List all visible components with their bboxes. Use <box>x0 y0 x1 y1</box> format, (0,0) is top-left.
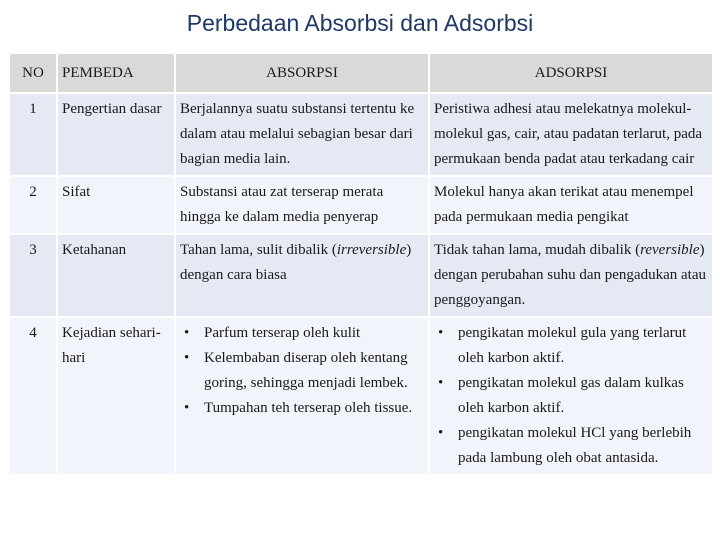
absorpsi-example-list <box>180 321 424 421</box>
list-item: • Parfum terserap oleh kulit <box>204 321 424 346</box>
header-no: NO <box>10 54 56 92</box>
row-criterion: Ketahanan <box>58 235 174 316</box>
absorpsi-cell: Berjalannya suatu substansi tertentu ke dalam atau melalui sebagian besar dari bagian media lain. <box>176 94 428 175</box>
table-row <box>10 235 712 316</box>
adsorpsi-cell: Molekul hanya akan terikat atau menempel pada permukaan media pengikat <box>430 177 712 233</box>
row-criterion: Kejadian sehari-hari <box>58 318 174 474</box>
absorpsi-text-italic: irreversible <box>336 242 407 258</box>
row-number: 2 <box>10 177 56 233</box>
table-header-row <box>10 54 712 92</box>
list-item: • Tumpahan teh terserap oleh tissue. <box>204 396 424 421</box>
row-number: 4 <box>10 318 56 474</box>
absorpsi-cell: Substansi atau zat terserap merata hingga ke dalam media penyerap <box>176 177 428 233</box>
table-row <box>10 177 712 233</box>
absorpsi-cell <box>176 318 428 474</box>
table-row <box>10 94 712 175</box>
list-item: • Kelembaban diserap oleh kentang goring, sehingga menjadi lembek. <box>204 346 424 396</box>
row-criterion: Sifat <box>58 177 174 233</box>
header-absorpsi: ABSORPSI <box>176 54 428 92</box>
header-pembeda: PEMBEDA <box>58 54 174 92</box>
row-criterion: Pengertian dasar <box>58 94 174 175</box>
adsorpsi-cell <box>430 235 712 316</box>
adsorpsi-text-italic: reversible <box>640 242 700 258</box>
row-number: 1 <box>10 94 56 175</box>
adsorpsi-example-list <box>434 321 708 471</box>
table-row <box>10 318 712 474</box>
adsorpsi-cell <box>430 318 712 474</box>
adsorpsi-text-post: ) dengan perubahan suhu dan pengadukan atau penggoyangan. <box>434 242 706 308</box>
list-item: • pengikatan molekul HCl yang berlebih pada lambung oleh obat antasida. <box>458 421 708 471</box>
adsorpsi-text-pre: Tidak tahan lama, mudah dibalik ( <box>434 242 641 258</box>
adsorpsi-cell: Peristiwa adhesi atau melekatnya molekul-molekul gas, cair, atau padatan terlarut, pada permukaan benda padat atau terkadang cair <box>430 94 712 175</box>
header-adsorpsi: ADSORPSI <box>430 54 712 92</box>
absorpsi-cell <box>176 235 428 316</box>
absorpsi-text-pre: Tahan lama, sulit dibalik ( <box>180 242 337 258</box>
row-number: 3 <box>10 235 56 316</box>
page-title: Perbedaan Absorbsi dan Adsorbsi <box>186 10 534 36</box>
absorpsi-text-post: ) dengan cara biasa <box>180 242 412 283</box>
list-item: • pengikatan molekul gas dalam kulkas oleh karbon aktif. <box>458 371 708 421</box>
list-item: • pengikatan molekul gula yang terlarut oleh karbon aktif. <box>458 321 708 371</box>
comparison-table <box>8 52 714 476</box>
